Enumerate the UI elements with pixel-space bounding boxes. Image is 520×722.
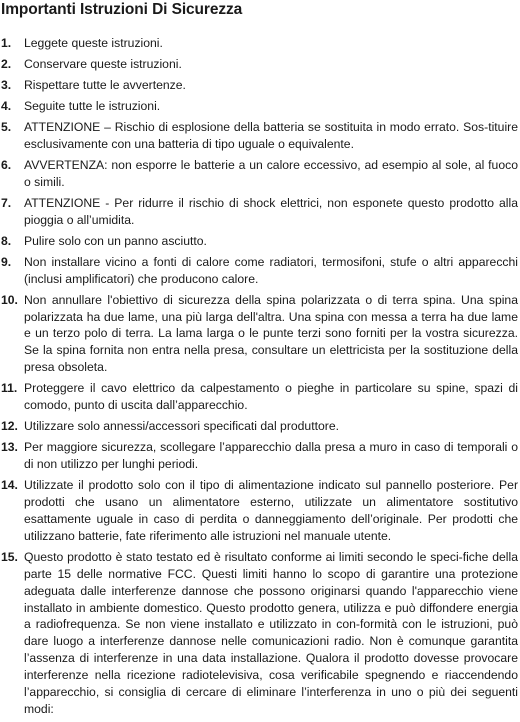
item-number: 12. (1, 419, 18, 434)
item-text: Conservare queste istruzioni. (24, 57, 182, 71)
item-text: AVVERTENZA: non esporre le batterie a un calore eccessivo, ad esempio al sole, al fuoco o simili. (24, 157, 518, 189)
item-number: 13. (1, 440, 18, 455)
item-text: ATTENZIONE – Rischio di esplosione della batteria se sostituita in modo errato. Sos-tituire esclusivamente con una batteria di tipo uguale o equivalente. (24, 120, 518, 151)
list-item (1, 254, 518, 288)
item-number: 2. (1, 57, 12, 71)
item-text: Leggete queste istruzioni. (24, 36, 163, 50)
list-item (1, 418, 518, 435)
list-item (1, 119, 518, 153)
list-item (1, 157, 518, 191)
page-title: Importanti Istruzioni Di Sicurezza (1, 1, 243, 18)
item-text: Non annullare l'obiettivo di sicurezza della spina polarizzata o di terra spina. Una spina polarizzata ha due lame, una più larga dell'altra. Una spina con messa a terra ha due lame e un terzo polo di terra. La lama larga o le punte terzi sono forniti per la vostra sicurezza. Se la spina fornita non entra nella presa, consultare un elettricista per la sostituzione della presa obsoleta. (24, 292, 518, 375)
list-item (1, 77, 518, 94)
item-text: Seguite tutte le istruzioni. (24, 99, 161, 113)
item-number: 9. (1, 254, 12, 269)
item-number: 4. (1, 99, 12, 113)
list-item (1, 35, 518, 52)
list-item (1, 549, 518, 718)
item-number: 14. (1, 478, 18, 493)
item-number: 6. (1, 157, 12, 172)
item-number: 10. (1, 292, 18, 307)
item-text: Utilizzare solo annessi/accessori specificati dal produttore. (24, 419, 339, 434)
item-text: Per maggiore sicurezza, scollegare l’apparecchio dalla presa a muro in caso di temporali o di non utilizzo per lunghi periodi. (24, 440, 518, 472)
list-item (1, 477, 518, 545)
list-item (1, 439, 518, 473)
list-item (1, 98, 518, 115)
instructions-list (1, 35, 518, 722)
item-number: 11. (1, 381, 18, 396)
item-text: Non installare vicino a fonti di calore come radiatori, termosifoni, stufe o altri apparecchi (inclusi amplificatori) che producono calore. (24, 254, 518, 286)
item-number: 8. (1, 233, 12, 248)
item-text: Rispettare tutte le avvertenze. (24, 78, 186, 92)
item-number: 7. (1, 195, 12, 210)
item-text: Questo prodotto è stato testato ed è risultato conforme ai limiti secondo le speci-fiche della parte 15 delle normative FCC. Questi limiti hanno lo scopo di garantire una protezione adeguata dalle interferenze dannose che possono originarsi quando l'apparecchio viene installato in ambiente domestico. Questo prodotto genera, utilizza e può diffondere energia a radiofrequenza. Se non viene installato e utilizzato in con-formità con le istruzioni, può dare luogo a interferenze dannose nelle comunicazioni radio. Non è comunque garantita l’assenza di interferenze in una data installazione. Qualora il prodotto dovesse provocare interferenze nella ricezione radiotelevisiva, cosa verificabile spegnendo e riaccendendo l’apparecchio, si consiglia di cercare di eliminare l’interferenza in uno o più dei seguenti modi: (24, 549, 518, 716)
item-number: 5. (1, 120, 12, 134)
item-text: ATTENZIONE - Per ridurre il rischio di shock elettrici, non esponete questo prodotto alla pioggia o all’umidita. (24, 195, 518, 227)
item-number: 15. (1, 549, 18, 564)
list-item (1, 292, 518, 377)
list-item (1, 195, 518, 229)
item-text: Pulire solo con un panno asciutto. (24, 233, 207, 248)
item-text: Utilizzate il prodotto solo con il tipo di alimentazione indicato sul pannello posteriore. Per prodotti che usano un alimentatore esterno, utilizzate un alimentatore sostitutivo esattamente uguale in caso di perdita o danneggiamento dell’originale. Per prodotti che utilizzano batterie, fate riferimento alle istruzioni nel manuale utente. (24, 478, 518, 543)
list-item (1, 380, 518, 414)
item-number: 1. (1, 36, 12, 50)
list-item (1, 233, 518, 250)
item-text: Proteggere il cavo elettrico da calpestamento o pieghe in particolare su spine, spazi di comodo, punto di uscita dall’apparecchio. (24, 381, 518, 413)
item-number: 3. (1, 78, 12, 92)
list-item (1, 56, 518, 73)
